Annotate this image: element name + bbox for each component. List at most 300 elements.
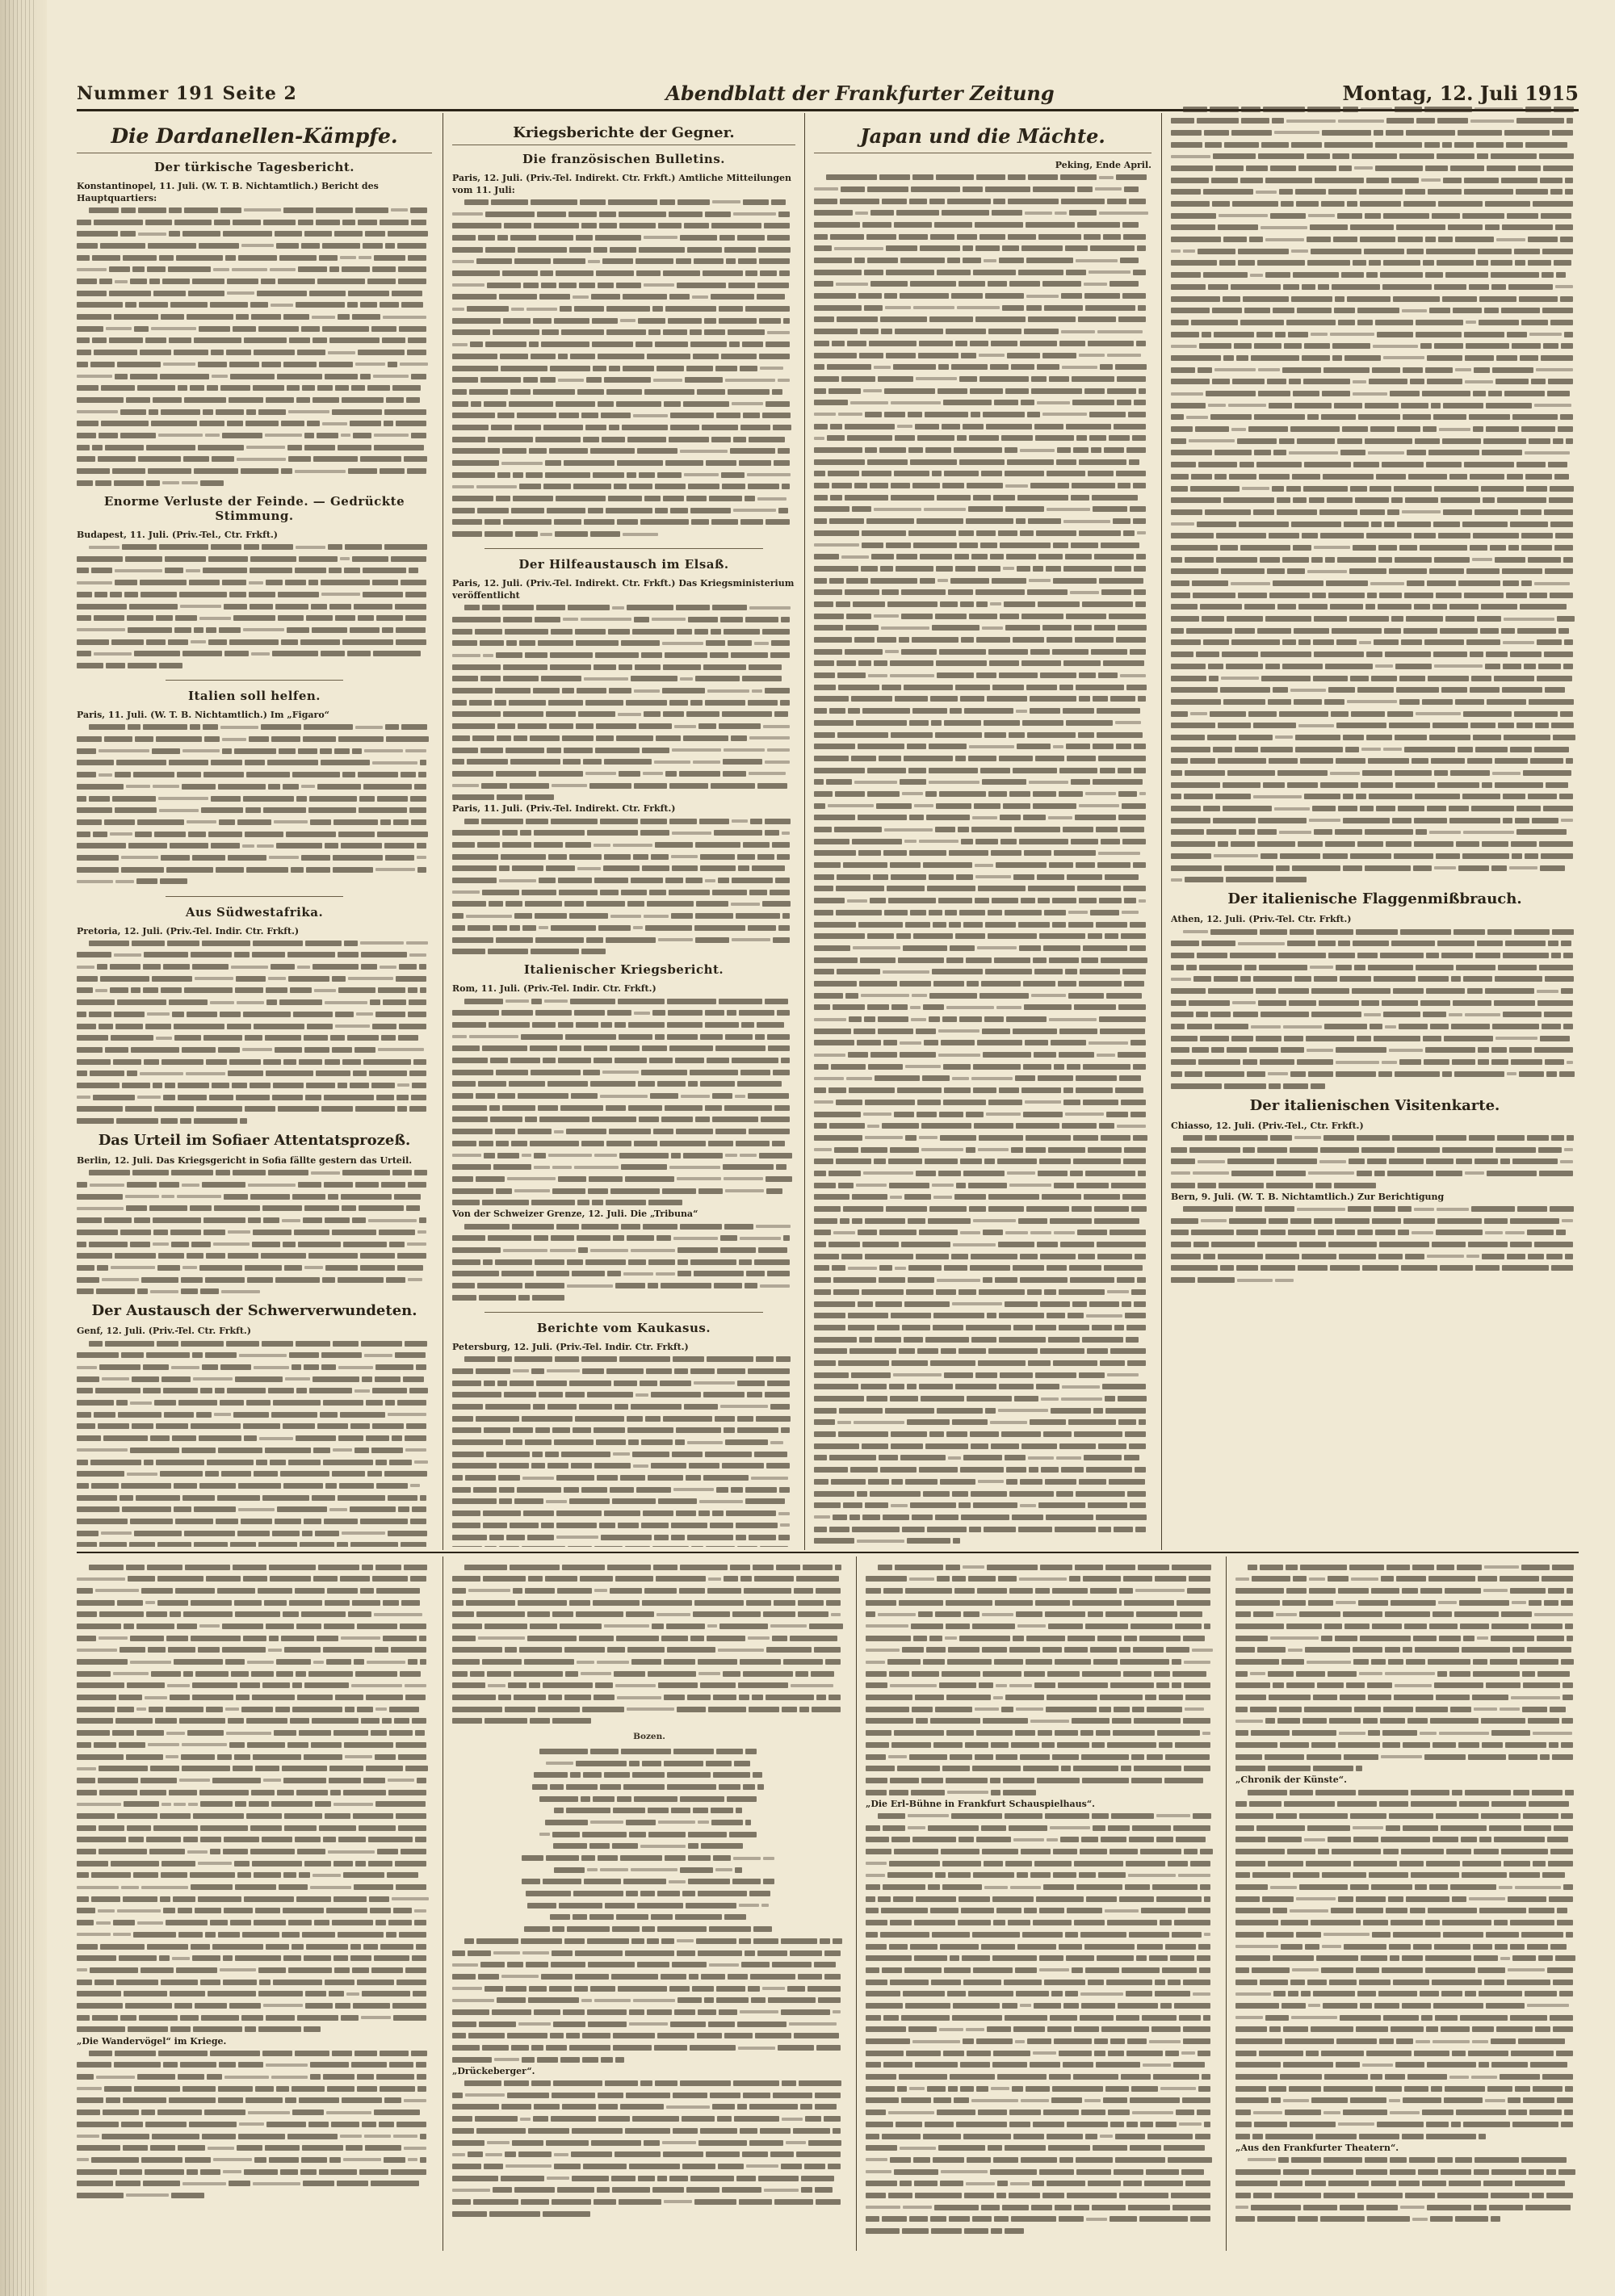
text-line (77, 2166, 432, 2178)
text-line (1171, 974, 1579, 986)
text-line (77, 1444, 432, 1456)
text-line (452, 1924, 846, 1936)
article-body (77, 1167, 432, 1298)
text-line (77, 1262, 432, 1274)
text-line (77, 1215, 432, 1227)
text-line (452, 1102, 795, 1114)
text-line (77, 1561, 432, 1573)
text-line (866, 1620, 1216, 1632)
text-line (1235, 1976, 1579, 1988)
text-line (1171, 245, 1579, 258)
text-line (1171, 1263, 1579, 1275)
text-line (1171, 483, 1579, 495)
text-line (866, 2000, 1216, 2012)
text-line (1235, 1964, 1579, 1976)
text-line (866, 2059, 1216, 2072)
text-line (814, 1357, 1151, 1369)
text-line (814, 409, 1151, 421)
text-line (452, 827, 795, 840)
text-line (814, 1310, 1151, 1322)
text-line (866, 1988, 1216, 2001)
text-line (77, 228, 432, 241)
text-line (77, 418, 432, 430)
text-line (866, 2226, 1216, 2238)
text-line (1171, 554, 1579, 566)
text-line (77, 565, 432, 577)
text-line (452, 268, 795, 280)
text-line (814, 646, 1151, 658)
text-line (866, 2131, 1216, 2143)
text-line (77, 542, 432, 554)
text-line (452, 2030, 846, 2043)
text-line (77, 1540, 432, 1547)
text-line (1171, 506, 1579, 518)
text-line (77, 2083, 432, 2095)
text-line (1171, 625, 1579, 637)
article-body (452, 995, 795, 1209)
text-line (866, 2166, 1216, 2178)
text-line (1235, 1716, 1579, 1728)
text-line (77, 793, 432, 805)
text-line (452, 1221, 795, 1233)
text-line (77, 300, 432, 312)
text-line (1235, 2024, 1579, 2036)
text-line (77, 1362, 432, 1374)
text-line (77, 1668, 432, 1680)
text-line (1235, 2083, 1579, 2095)
text-line (452, 721, 795, 733)
text-line (1235, 2047, 1579, 2059)
text-line (814, 563, 1151, 575)
text-line (1171, 1204, 1579, 1216)
text-line (1171, 986, 1579, 998)
article-subheading: Enorme Verluste der Feinde. — Gedrückte Stimmung. (103, 493, 405, 523)
text-line (1171, 589, 1579, 601)
text-line (77, 240, 432, 252)
text-line (866, 1632, 1216, 1644)
text-line (77, 347, 432, 359)
text-line (814, 658, 1151, 670)
text-line (1235, 1597, 1579, 1609)
text-line (1235, 1703, 1579, 1716)
text-line (814, 1511, 1151, 1523)
text-line (452, 1043, 795, 1055)
text-line (814, 812, 1151, 824)
text-line (1171, 316, 1579, 329)
text-line (452, 2172, 846, 2185)
text-line (77, 997, 432, 1009)
article-body (77, 204, 432, 489)
dateline: Pretoria, 12. Juli. (Priv.-Tel. Indir. Ctr. Frkft.) (77, 925, 300, 936)
text-line (1235, 1751, 1579, 1763)
text-line (866, 1680, 1216, 1692)
dateline: Paris, 12. Juli. (Priv.-Tel. Indirekt. Ctr. Frkft.) Das Kriegsministerium veröffentlicht (452, 578, 795, 601)
text-line (77, 1527, 432, 1540)
text-line (1235, 2036, 1579, 2048)
text-line (1171, 938, 1579, 950)
text-line (814, 836, 1151, 848)
text-line (452, 851, 795, 863)
feuilleton-body (866, 1561, 1216, 1799)
text-line (452, 673, 795, 685)
text-line (77, 937, 432, 949)
text-line (814, 1014, 1151, 1026)
text-line (814, 848, 1151, 860)
text-line (814, 860, 1151, 872)
feuilleton-body (452, 1935, 846, 2066)
text-line (452, 1185, 795, 1197)
text-line (77, 1953, 432, 1965)
text-line (814, 195, 1151, 207)
text-line (452, 208, 795, 220)
text-line (1171, 696, 1579, 708)
text-line (77, 1020, 432, 1033)
text-line (1171, 815, 1579, 827)
text-line (814, 978, 1151, 990)
text-line (814, 990, 1151, 1002)
text-line (77, 1728, 432, 1740)
feuilleton-item: „Die Wandervögel“ im Kriege. (77, 2035, 227, 2047)
text-line (814, 635, 1151, 647)
text-line (452, 1031, 795, 1043)
text-line (1235, 1561, 1579, 1573)
text-line (814, 788, 1151, 800)
article-body (1171, 926, 1579, 1092)
text-line (814, 1381, 1151, 1393)
text-line (814, 1239, 1151, 1251)
text-line (452, 398, 795, 410)
text-line (814, 266, 1151, 279)
text-line (814, 421, 1151, 433)
dateline: Paris, 12. Juli. (Priv.-Tel. Indirekt. Ctr. Frkft.) Amtliche Mitteilungen vom 11. Juli: (452, 173, 792, 195)
text-line (814, 1204, 1151, 1216)
text-line (1171, 352, 1579, 364)
text-line (452, 327, 795, 339)
text-line (77, 371, 432, 383)
text-line (77, 2047, 432, 2059)
article-body (452, 815, 795, 957)
text-line (814, 883, 1151, 895)
text-line (77, 2012, 432, 2024)
text-line (77, 1609, 432, 1621)
text-line (1235, 2202, 1579, 2214)
text-line (866, 1941, 1216, 1953)
text-line (1235, 2131, 1579, 2143)
text-line (1171, 103, 1579, 115)
text-line (452, 2114, 846, 2126)
text-line (77, 840, 432, 853)
text-line (866, 2012, 1216, 2024)
text-line (77, 1203, 432, 1215)
text-line (1235, 1905, 1579, 1917)
text-line (452, 1448, 795, 1460)
text-line (452, 863, 795, 875)
feuilleton-column-4 (1235, 1561, 1579, 2248)
text-line (866, 2143, 1216, 2155)
text-line (1171, 708, 1579, 720)
text-line (814, 337, 1151, 350)
text-line (452, 2160, 846, 2172)
text-line (1235, 1917, 1579, 1929)
text-line (452, 446, 795, 458)
text-line (814, 681, 1151, 693)
text-line (1171, 210, 1579, 222)
text-line (452, 1055, 795, 1067)
text-line (1235, 1988, 1579, 2001)
text-line (814, 1369, 1151, 1381)
text-line (452, 1365, 795, 1377)
text-line (1235, 2072, 1579, 2084)
dateline: Chiasso, 12. Juli. (Priv.-Tel., Ctr. Frkft.) (1171, 1120, 1364, 1131)
text-line (1171, 364, 1579, 376)
text-line (452, 2208, 846, 2220)
text-line (77, 1409, 432, 1421)
text-line (77, 1763, 432, 1775)
text-line (866, 1716, 1216, 1728)
text-line (452, 1138, 795, 1150)
text-line (1171, 997, 1579, 1009)
text-line (452, 756, 795, 769)
article-body (452, 1221, 795, 1304)
text-line (452, 1609, 846, 1621)
text-line (1171, 471, 1579, 483)
text-line (77, 2189, 432, 2202)
article-body (1171, 103, 1579, 886)
text-line (814, 895, 1151, 907)
text-line (452, 1413, 795, 1425)
article-heading: Das Urteil im Sofiaer Attentatsprozeß. (98, 1132, 411, 1150)
text-line (77, 828, 432, 840)
text-line (1235, 1787, 1579, 1799)
text-line (1171, 186, 1579, 199)
text-line (77, 1251, 432, 1263)
text-line (866, 1870, 1216, 1882)
text-line (77, 1338, 432, 1350)
text-line (77, 466, 432, 478)
text-line (452, 434, 795, 446)
text-line (77, 252, 432, 264)
text-line (452, 304, 795, 316)
text-line (1171, 862, 1579, 874)
text-line (814, 931, 1151, 943)
text-line (1171, 459, 1579, 471)
text-line (77, 769, 432, 781)
text-line (866, 2083, 1216, 2095)
text-line (1171, 926, 1579, 938)
text-line (77, 2131, 432, 2143)
text-line (77, 1799, 432, 1811)
text-line (1171, 1239, 1579, 1251)
text-line (1171, 637, 1579, 649)
text-line (77, 1751, 432, 1763)
article-body (77, 937, 432, 1127)
text-line (452, 1233, 795, 1245)
article-heading: Der italienische Flaggenmißbrauch. (1227, 890, 1522, 908)
text-line (814, 1500, 1151, 1512)
text-line (814, 598, 1151, 610)
text-line (814, 942, 1151, 954)
text-line (452, 1280, 795, 1293)
feuilleton-body (1235, 1787, 1579, 2143)
article-heading: Japan und die Mächte. (814, 124, 1151, 153)
text-line (814, 741, 1151, 753)
separator (166, 896, 343, 897)
text-line (77, 1504, 432, 1516)
text-line (1235, 2107, 1579, 2119)
text-line (77, 1988, 432, 2001)
text-line (452, 410, 795, 422)
text-line (77, 1716, 432, 1728)
dateline: Von der Schweizer Grenze, 12. Juli. Die „Tribuna“ (452, 1209, 698, 1220)
text-line (1171, 139, 1579, 151)
text-line (77, 2059, 432, 2072)
text-line (814, 966, 1151, 978)
text-line (814, 243, 1151, 255)
text-line (452, 1781, 846, 1793)
column-rule (1161, 113, 1162, 1550)
text-line (452, 685, 795, 698)
text-line (452, 2149, 846, 2161)
text-line (1171, 281, 1579, 293)
text-line (452, 1900, 846, 1912)
text-line (452, 1473, 795, 1485)
text-line (452, 1703, 846, 1716)
text-line (77, 1044, 432, 1056)
text-line (452, 1657, 846, 1669)
text-line (452, 2185, 846, 2197)
text-line (814, 1156, 1151, 1168)
text-line (77, 406, 432, 418)
text-line (452, 709, 795, 721)
text-line (814, 575, 1151, 587)
text-line (814, 1405, 1151, 1417)
text-line (77, 1644, 432, 1657)
text-line (77, 876, 432, 888)
text-line (1171, 1009, 1579, 1021)
text-line (814, 1096, 1151, 1108)
text-line (1171, 962, 1579, 974)
dateline: Konstantinopel, 11. Juli. (W. T. B. Nichtamtlich.) Bericht des Hauptquartiers: (77, 181, 379, 203)
text-line (1171, 1057, 1579, 1069)
text-line (452, 768, 795, 780)
text-line (1171, 447, 1579, 459)
text-line (866, 1657, 1216, 1669)
text-line (814, 172, 1151, 184)
text-line (1235, 1941, 1579, 1953)
text-line (814, 314, 1151, 326)
column-3 (814, 119, 1151, 1547)
text-line (452, 614, 795, 626)
text-line (452, 638, 795, 650)
text-line (452, 911, 795, 923)
text-line (452, 1354, 795, 1366)
article-subheading: Der Hilfeaustausch im Elsaß. (518, 557, 729, 572)
text-line (814, 765, 1151, 777)
binding-gutter (0, 0, 47, 2296)
text-line (77, 1385, 432, 1397)
text-line (814, 800, 1151, 812)
column-4 (1171, 103, 1579, 1547)
text-line (814, 183, 1151, 195)
text-line (1235, 2000, 1579, 2012)
text-line (452, 1597, 846, 1609)
text-line (866, 1905, 1216, 1917)
text-line (452, 196, 795, 208)
text-line (77, 781, 432, 793)
text-line (1171, 1033, 1579, 1045)
text-line (452, 1793, 846, 1805)
text-line (1171, 412, 1579, 424)
text-line (814, 527, 1151, 539)
text-line (77, 1456, 432, 1469)
text-line (77, 1274, 432, 1286)
text-line (814, 539, 1151, 551)
text-line (77, 394, 432, 406)
column-1 (77, 119, 432, 1547)
text-line (1171, 720, 1579, 732)
text-line (814, 373, 1151, 385)
text-line (814, 385, 1151, 397)
text-line (77, 2178, 432, 2190)
text-line (814, 350, 1151, 362)
dateline: Petersburg, 12. Juli. (Priv.-Tel. Indir. Ctr. Frkft.) (452, 1341, 689, 1352)
text-line (452, 1716, 846, 1728)
separator (484, 1312, 763, 1313)
text-line (1171, 756, 1579, 768)
text-line (866, 2189, 1216, 2202)
feuilleton-item: „Die Erl-Bühne in Frankfurt Schauspielhaus“. (866, 1798, 1095, 1809)
text-line (814, 824, 1151, 836)
text-line (452, 1959, 846, 1971)
text-line (866, 2107, 1216, 2119)
text-line (1171, 151, 1579, 163)
text-line (866, 1668, 1216, 1680)
feuilleton-item: „Aus den Frankfurter Theatern“. (1235, 2142, 1399, 2153)
poem-title: Bozen. (633, 1731, 665, 1741)
text-line (77, 1774, 432, 1787)
text-line (814, 480, 1151, 492)
binding-edge-lines (5, 0, 37, 2296)
text-line (1171, 578, 1579, 590)
text-line (1235, 2059, 1579, 2072)
text-line (77, 1286, 432, 1298)
article-body (77, 1338, 432, 1547)
text-line (452, 1983, 846, 1995)
text-line (814, 622, 1151, 635)
text-line (77, 429, 432, 442)
text-line (1171, 127, 1579, 139)
text-line (814, 1251, 1151, 1263)
text-line (77, 454, 432, 466)
text-line (866, 1953, 1216, 1965)
column-rule (856, 1557, 857, 2251)
text-line (814, 1002, 1151, 1014)
text-line (814, 1050, 1151, 1062)
text-line (77, 601, 432, 613)
text-line (77, 973, 432, 985)
text-line (1171, 293, 1579, 305)
article-body (1171, 1204, 1579, 1287)
text-line (77, 1846, 432, 1858)
text-line (814, 1037, 1151, 1050)
text-line (77, 852, 432, 864)
text-line (452, 1544, 795, 1547)
text-line (1171, 1179, 1579, 1192)
text-line (814, 587, 1151, 599)
text-line (866, 1893, 1216, 1905)
text-line (1171, 949, 1579, 962)
text-line (77, 1597, 432, 1609)
